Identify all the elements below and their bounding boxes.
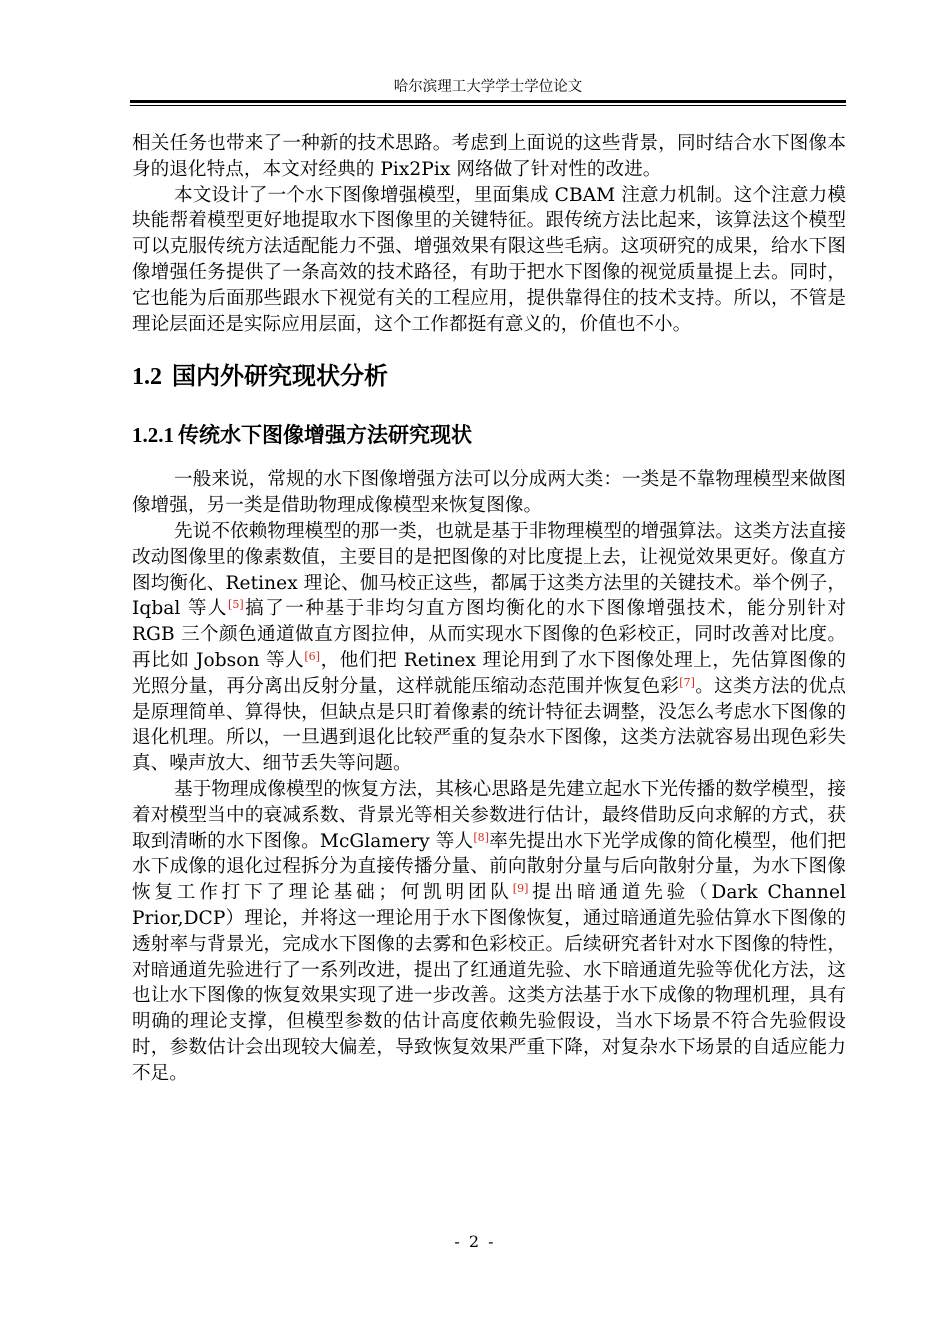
section-heading (132, 359, 846, 394)
header-rule-thick (130, 100, 846, 103)
paragraph-categories: 一般来说，常规的水下图像增强方法可以分成两大类：一类是不靠物理模型来做图像增强，另一类是借助物理成像模型来恢复图像。 (132, 469, 846, 517)
paragraph-physical-methods (132, 777, 846, 1087)
para5-text-3: 提出暗通道先验（Dark Channel Prior,DCP）理论，并将这一理论用于水下图像恢复，通过暗通道先验估算水下图像的透射率与背景光，完成水下图像的去雾和色彩校正。后续研究者针对水下图像的特性，对暗通道先验进行了一系列改进，提出了红通道先验、水下暗通道先验等优化方法，这也让水下图像的恢复效果实现了进一步改善。这类方法基于水下成像的物理机理，具有明确的理论支撑，但模型参数的估计高度依赖先验假设，当水下场景不符合先验假设时，参数估计会出现较大偏差，导致恢复效果严重下降，对复杂水下场景的自适应能力不足。 (132, 882, 846, 1084)
subsection-heading (132, 420, 846, 450)
para4-text-1: 先说不依赖物理模型的那一类，也就是基于非物理模型的增强算法。这类方法直接改动图像里的像素数值，主要目的是把图像的对比度提上去，让视觉效果更好。像直方图均衡化、Retinex 理论、伽马校正这些，都属于这类方法里的关键技术。举个例子，Iqbal 等人 (132, 520, 846, 620)
citation-9[interactable]: [9] (512, 882, 529, 896)
paragraph-continuation: 相关任务也带来了一种新的技术思路。考虑到上面说的这些背景，同时结合水下图像本身的退化特点，本文对经典的 Pix2Pix 网络做了针对性的改进。 (132, 133, 846, 180)
citation-5[interactable]: [5] (227, 598, 244, 612)
citation-7[interactable]: [7] (679, 675, 696, 689)
page-number: - 2 - (454, 1232, 496, 1251)
paragraph-non-physical-methods (132, 519, 846, 777)
running-header: 哈尔滨理工大学学士学位论文 (393, 79, 583, 95)
subsection-number: 1.2.1 (132, 423, 174, 448)
para4-text-2: 搞了一种基于非均匀直方图均衡化的水下图像增强技术，能分别针对 RGB 三个颜色通道做直方图拉伸，从而实现水下图像的色彩校正，同时改善对比度。再比如 Jobson 等人 (132, 598, 846, 671)
section-title: 国内外研究现状分析 (172, 362, 388, 391)
paragraph-model-design: 本文设计了一个水下图像增强模型，里面集成 CBAM 注意力机制。这个注意力模块能帮着模型更好地提取水下图像里的关键特征。跟传统方法比起来，该算法这个模型可以克服传统方法适配能力不强、增强效果有限这些毛病。这项研究的成果，给水下图像增强任务提供了一条高效的技术路径，有助于把水下图像的视觉质量提上去。同时，它也能为后面那些跟水下视觉有关的工程应用，提供靠得住的技术支持。所以，不管是理论层面还是实际应用层面，这个工作都挺有意义的，价值也不小。 (132, 184, 846, 335)
header-rule-thin (130, 105, 846, 106)
para4-text-4: 。这类方法的优点是原理简单、算得快，但缺点是只盯着像素的统计特征去调整，没怎么考虑水下图像的退化机理。所以，一旦遇到退化比较严重的复杂水下图像，这类方法就容易出现色彩失真、噪声放大、细节丢失等问题。 (132, 675, 847, 775)
para5-text-2: 率先提出水下光学成像的简化模型，他们把水下成像的退化过程拆分为直接传播分量、前向散射分量与后向散射分量，为水下图像恢复工作打下了理论基础；何凯明团队 (132, 830, 846, 904)
citation-6[interactable]: [6] (304, 649, 321, 663)
section-number: 1.2 (132, 364, 162, 391)
para4-text-3: ，他们把 Retinex 理论用到了水下图像处理上，先估算图像的光照分量，再分离出反射分量，这样就能压缩动态范围并恢复色彩 (132, 649, 847, 697)
para5-text-1: 基于物理成像模型的恢复方法，其核心思路是先建立起水下光传播的数学模型，接着对模型当中的衰减系数、背景光等相关参数进行估计，最终借助反向求解的方式，获取到清晰的水下图像。McGlamery 等人 (132, 778, 846, 852)
citation-8[interactable]: [8] (473, 830, 490, 844)
body-text (132, 131, 846, 1087)
subsection-title: 传统水下图像增强方法研究现状 (178, 423, 472, 448)
